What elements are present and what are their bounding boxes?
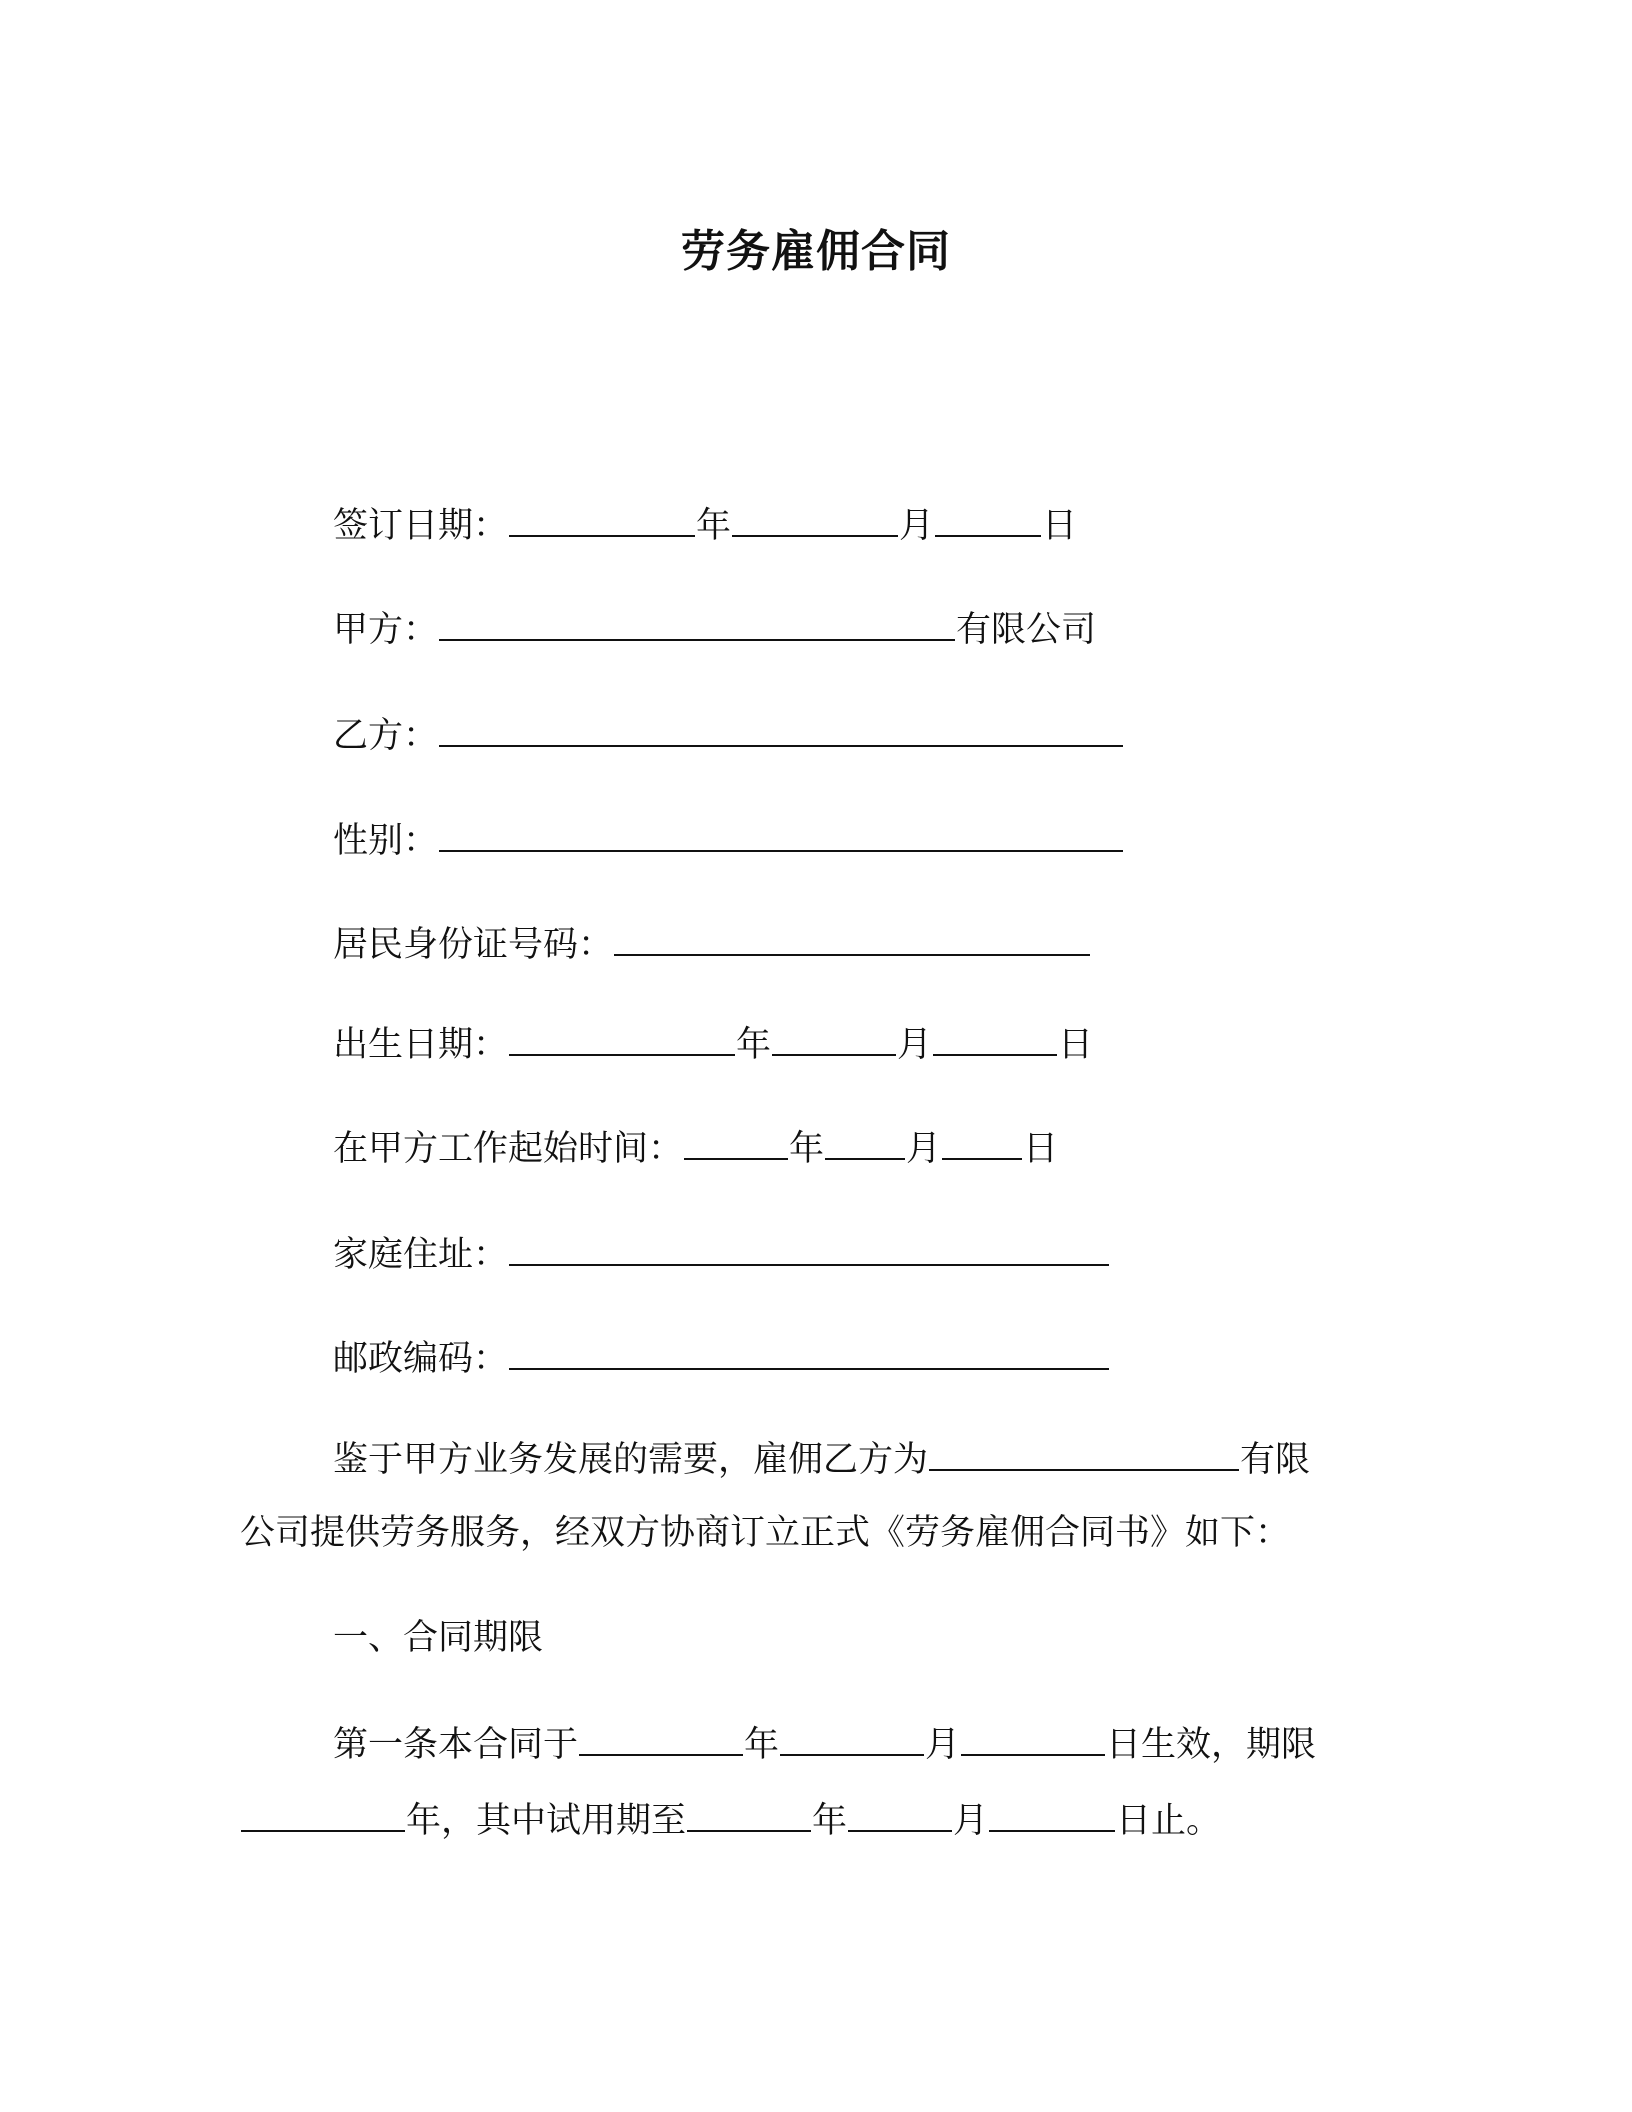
birth-date-day-unit: 日 [1058, 1025, 1094, 1065]
sign-date-month-unit: 月 [899, 506, 935, 546]
article-1-text-4: 日止。 [1116, 1801, 1222, 1841]
article-1-text-2: 日生效，期限 [1106, 1725, 1317, 1765]
party-a-suffix: 有限公司 [956, 610, 1097, 650]
address-blank[interactable] [509, 1226, 1109, 1266]
article-1-text-3: 年，其中试用期至 [406, 1801, 687, 1841]
probation-year-unit: 年 [812, 1801, 848, 1841]
probation-month-blank[interactable] [848, 1792, 952, 1832]
start-time-year-blank[interactable] [684, 1120, 788, 1160]
postcode-blank[interactable] [509, 1330, 1109, 1370]
sign-date-year-unit: 年 [696, 506, 732, 546]
sign-date-year-blank[interactable] [509, 497, 695, 537]
postcode-label: 邮政编码： [333, 1339, 509, 1379]
article-1-month-blank[interactable] [780, 1716, 924, 1756]
sign-date-day-blank[interactable] [935, 497, 1041, 537]
party-a-blank[interactable] [439, 601, 955, 641]
start-time-line [333, 1120, 1058, 1174]
preamble-line-1 [333, 1431, 1310, 1485]
article-1-month-unit: 月 [925, 1725, 961, 1765]
article-1-term-blank[interactable] [241, 1792, 405, 1832]
party-b-label: 乙方： [333, 716, 439, 756]
birth-date-year-unit: 年 [736, 1025, 772, 1065]
start-time-month-unit: 月 [906, 1129, 942, 1169]
start-time-day-unit: 日 [1023, 1129, 1059, 1169]
section-heading [333, 1613, 543, 1663]
gender-blank[interactable] [439, 812, 1123, 852]
article-1-line-2 [240, 1792, 1221, 1846]
postcode-line [333, 1330, 1110, 1384]
start-time-month-blank[interactable] [825, 1120, 905, 1160]
id-number-label: 居民身份证号码： [333, 925, 614, 965]
preamble-text-2: 有限 [1240, 1440, 1311, 1480]
start-time-label: 在甲方工作起始时间： [333, 1129, 684, 1169]
birth-date-label: 出生日期： [333, 1025, 509, 1065]
sign-date-month-blank[interactable] [732, 497, 898, 537]
article-1-line-1 [333, 1716, 1316, 1770]
sign-date-line [333, 497, 1077, 551]
party-b-blank[interactable] [439, 707, 1123, 747]
id-number-line [333, 916, 1091, 970]
article-1-text-1: 第一条本合同于 [333, 1725, 579, 1765]
document-title: 劳务雇佣合同 [681, 226, 951, 277]
birth-date-line [333, 1016, 1093, 1070]
sign-date-day-unit: 日 [1042, 506, 1078, 546]
preamble-text-1: 鉴于甲方业务发展的需要，雇佣乙方为 [333, 1440, 929, 1480]
id-number-blank[interactable] [614, 916, 1090, 956]
address-line [333, 1226, 1110, 1280]
start-time-day-blank[interactable] [942, 1120, 1022, 1160]
probation-day-blank[interactable] [989, 1792, 1115, 1832]
article-1-day-blank[interactable] [961, 1716, 1105, 1756]
preamble-text-3: 公司提供劳务服务，经双方协商订立正式《劳务雇佣合同书》如下： [240, 1513, 1291, 1553]
birth-date-day-blank[interactable] [933, 1016, 1057, 1056]
party-a-line [333, 601, 1096, 655]
birth-date-month-blank[interactable] [772, 1016, 896, 1056]
address-label: 家庭住址： [333, 1235, 509, 1275]
gender-label: 性别： [333, 821, 439, 861]
probation-year-blank[interactable] [687, 1792, 811, 1832]
probation-month-unit: 月 [953, 1801, 989, 1841]
article-1-year-blank[interactable] [579, 1716, 743, 1756]
sign-date-label: 签订日期： [333, 506, 509, 546]
preamble-line-2 [240, 1508, 1290, 1558]
party-a-label: 甲方： [333, 610, 439, 650]
preamble-company-blank[interactable] [929, 1431, 1239, 1471]
section-1-heading: 一、合同期限 [333, 1618, 544, 1658]
gender-line [333, 812, 1124, 866]
birth-date-month-unit: 月 [897, 1025, 933, 1065]
article-1-year-unit: 年 [744, 1725, 780, 1765]
party-b-line [333, 707, 1124, 761]
birth-date-year-blank[interactable] [509, 1016, 735, 1056]
start-time-year-unit: 年 [789, 1129, 825, 1169]
